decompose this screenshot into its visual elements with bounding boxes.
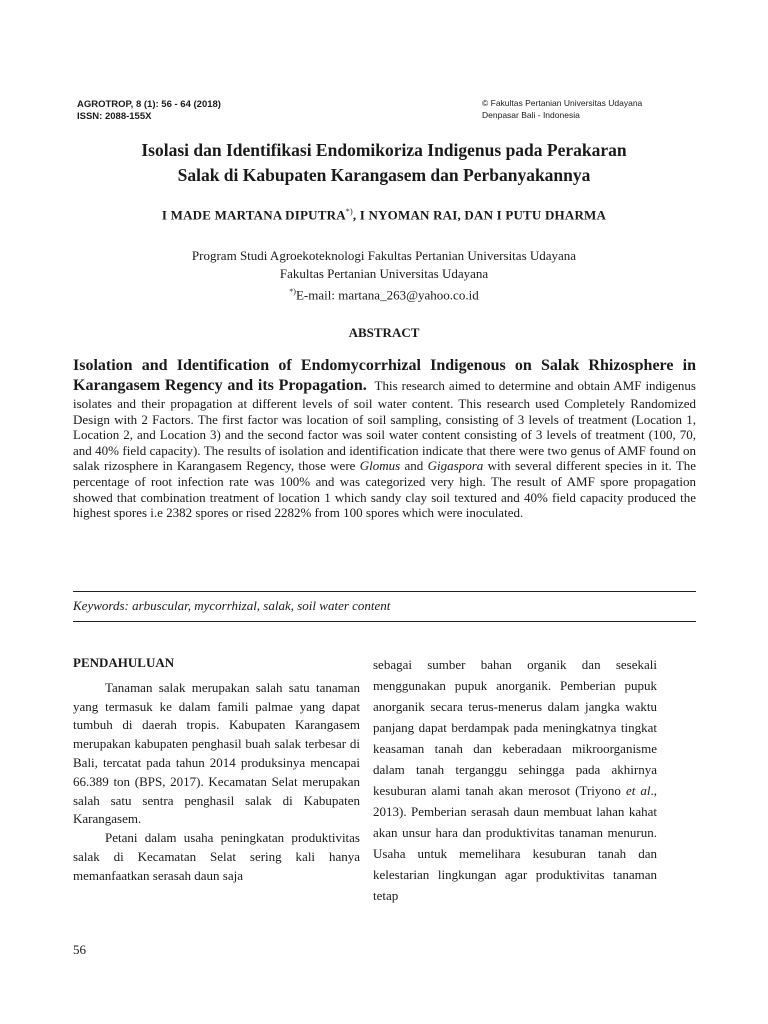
- author-primary: I MADE MARTANA DIPUTRA: [161, 207, 346, 223]
- journal-citation: AGROTROP, 8 (1): 56 - 64 (2018): [77, 99, 221, 110]
- abstract-english-title: Isolation and Identification of Endomycorrhizal Indigenous on Salak Rhizosphere in Karangasem Regency and its Propagation.: [73, 357, 696, 394]
- abstract-text-part2: with several different species in it. The percentage of root infection rate was 100% and was categorized very high. The result of AMF spore propagation showed that combination treatment of location 1 which sandy clay soil textured and 40% field capacity produced the highest spores i.e 2382 spores or rised 2282% from 100 spores which were inoculated.: [73, 458, 697, 521]
- author-list: [40, 207, 728, 223]
- affiliation-email-line: [40, 283, 728, 304]
- keywords-bottom-divider: [73, 621, 696, 622]
- genus-glomus: Glomus: [359, 458, 401, 474]
- right-text-part1: sebagai sumber bahan organik dan sesekali menggunakan pupuk anorganik. Pemberian pupuk anorganik secara terus-menerus dalam jangka waktu panjang dapat berdampak pada meningkatnya tingkat keasaman tanah dan keberadaan mikroorganisme dalam tanah terganggu sehingga pada akhirnya kesuburan alami tanah akan merosot (Triyono: [373, 657, 657, 798]
- journal-info: [77, 99, 221, 123]
- body-column-left: [73, 654, 360, 886]
- page-number: 56: [73, 942, 86, 957]
- genus-gigaspora: Gigaspora: [427, 458, 484, 474]
- abstract-and: and: [404, 458, 424, 474]
- affiliation: [40, 247, 728, 304]
- section-heading-pendahuluan: PENDAHULUAN: [73, 655, 175, 670]
- body-column-right: [373, 654, 657, 906]
- abstract-heading: ABSTRACT: [348, 325, 420, 340]
- copyright-line1: © Fakultas Pertanian Universitas Udayana: [482, 98, 643, 108]
- author-others: , I NYOMAN RAI, DAN I PUTU DHARMA: [352, 207, 607, 223]
- keywords-line: Keywords: arbuscular, mycorrhizal, salak, soil water content: [73, 598, 391, 613]
- keywords-top-divider: [73, 591, 696, 592]
- paper-title: [40, 138, 728, 188]
- paper-title-line2: Salak di Kabupaten Karangasem dan Perbanyakannya: [177, 165, 591, 185]
- corresponding-mark: *): [345, 207, 353, 216]
- journal-issn: ISSN: 2088-155X: [77, 111, 152, 122]
- affiliation-program: Program Studi Agroekoteknologi Fakultas Pertanian Universitas Udayana: [191, 248, 577, 263]
- copyright-line2: Denpasar Bali - Indonesia: [482, 110, 580, 120]
- intro-paragraph-2: Petani dalam usaha peningkatan produktivitas salak di Kecamatan Selat sering kali hanya memanfaatkan serasah daun saja: [73, 830, 360, 883]
- right-text-part2: ., 2013). Pemberian serasah daun membuat lahan kahat akan unsur hara dan produktivitas tanaman menurun. Usaha untuk memelihara kesuburan tanah dan kelestarian lingkungan agar produktivitas tanaman tetap: [373, 783, 657, 903]
- intro-paragraph-1: Tanaman salak merupakan salah satu tanaman yang termasuk ke dalam famili palmae yang dapat tumbuh di daerah tropis. Kabupaten Karangasem merupakan kabupaten penghasil buah salak terbesar di Bali, tercatat pada tahun 2014 produksinya mencapai 66.389 ton (BPS, 2017). Kecamatan Selat merupakan salah satu sentra penghasil salak di Kabupaten Karangasem.: [73, 679, 360, 827]
- abstract-text-part1: This research aimed to determine and obtain AMF indigenus isolates and their propagation at different levels of soil water content. This research used Completely Randomized Design with 2 Factors. The first factor was location of soil sampling, consisting of 3 levels of treatment (Location 1, Location 2, and Location 3) and the second factor was soil water content consisting of 3 levels of treatment (100, 70, and 40% field capacity). The results of isolation and identification indicate that there were two genus of AMF found on salak rizosphere in Karangasem Regency, those were: [73, 378, 696, 474]
- email-mark: *): [289, 287, 296, 296]
- abstract-body: [73, 356, 696, 521]
- affiliation-faculty: Fakultas Pertanian Universitas Udayana: [279, 266, 489, 281]
- author-email: E-mail: martana_263@yahoo.co.id: [295, 287, 479, 303]
- right-et-al: et al: [625, 783, 651, 798]
- intro-paragraph-continued: [373, 654, 657, 906]
- copyright-info: [482, 97, 642, 121]
- paper-title-line1: Isolasi dan Identifikasi Endomikoriza Indigenus pada Perakaran: [141, 140, 627, 160]
